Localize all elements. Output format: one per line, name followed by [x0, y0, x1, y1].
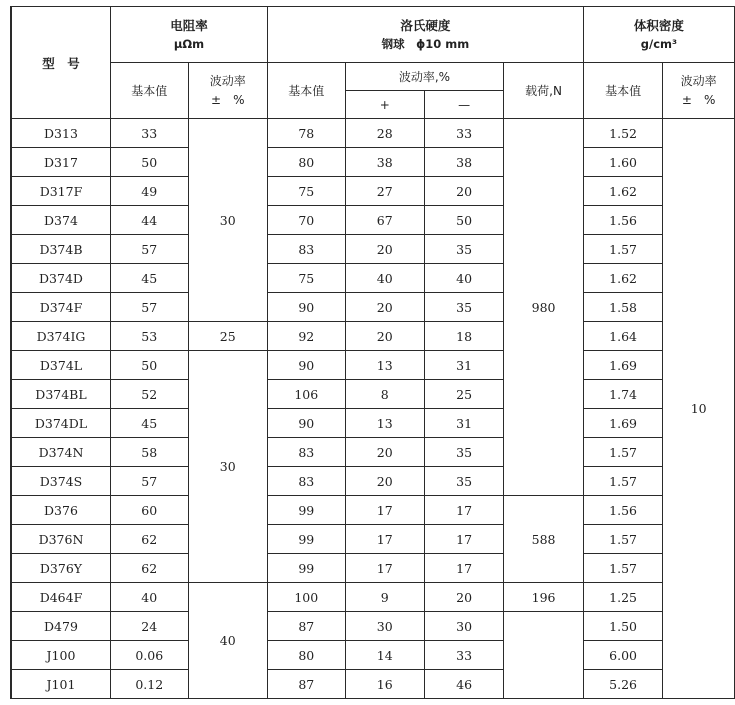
- hardness-minus-cell: 46: [424, 670, 503, 699]
- hardness-base-cell: 75: [268, 264, 346, 293]
- table-row: [11, 148, 735, 177]
- hardness-base-cell: 87: [268, 670, 346, 699]
- header-density-label: 体积密度: [633, 17, 684, 33]
- model-cell: D376Y: [11, 554, 110, 583]
- header-res-base: 基本值: [110, 63, 188, 119]
- hardness-plus-cell: 8: [345, 380, 424, 409]
- table-row: [11, 206, 735, 235]
- header-resistivity: [110, 7, 267, 63]
- hardness-minus-cell: 35: [424, 235, 503, 264]
- density-base-cell: 1.60: [583, 148, 663, 177]
- hardness-minus-cell: 17: [424, 496, 503, 525]
- resistivity-base-cell: 0.06: [110, 641, 188, 670]
- density-base-cell: 1.62: [583, 264, 663, 293]
- resistivity-base-cell: 52: [110, 380, 188, 409]
- hardness-plus-cell: 17: [345, 496, 424, 525]
- model-cell: D374F: [11, 293, 110, 322]
- hardness-minus-cell: 20: [424, 583, 503, 612]
- resistivity-base-cell: 33: [110, 119, 188, 148]
- density-base-cell: 1.57: [583, 438, 663, 467]
- hardness-base-cell: 92: [268, 322, 346, 351]
- model-cell: D374D: [11, 264, 110, 293]
- hardness-minus-cell: 50: [424, 206, 503, 235]
- density-base-cell: 1.52: [583, 119, 663, 148]
- density-base-cell: 1.58: [583, 293, 663, 322]
- resistivity-base-cell: 49: [110, 177, 188, 206]
- table-row: [11, 583, 735, 612]
- density-base-cell: 1.62: [583, 177, 663, 206]
- resistivity-base-cell: 57: [110, 467, 188, 496]
- header-hardness: [268, 7, 584, 63]
- hardness-plus-cell: 20: [345, 293, 424, 322]
- resistivity-fluct-cell: 30: [188, 351, 268, 583]
- header-hardness-sub: 钢球 ϕ10 mm: [381, 36, 470, 51]
- density-base-cell: 1.69: [583, 409, 663, 438]
- hardness-minus-cell: 31: [424, 351, 503, 380]
- hardness-base-cell: 83: [268, 438, 346, 467]
- density-fluct-cell: 10: [663, 119, 735, 699]
- resistivity-base-cell: 0.12: [110, 670, 188, 699]
- resistivity-base-cell: 24: [110, 612, 188, 641]
- hardness-plus-cell: 67: [345, 206, 424, 235]
- model-cell: D374IG: [11, 322, 110, 351]
- hardness-plus-cell: 38: [345, 148, 424, 177]
- hardness-base-cell: 78: [268, 119, 346, 148]
- table-row: [11, 554, 735, 583]
- hardness-base-cell: 83: [268, 467, 346, 496]
- model-cell: D313: [11, 119, 110, 148]
- table-row: [11, 641, 735, 670]
- hardness-minus-cell: 33: [424, 119, 503, 148]
- resistivity-base-cell: 40: [110, 583, 188, 612]
- resistivity-base-cell: 53: [110, 322, 188, 351]
- hardness-base-cell: 80: [268, 641, 346, 670]
- hardness-plus-cell: 40: [345, 264, 424, 293]
- hardness-plus-cell: 17: [345, 554, 424, 583]
- table-row: [11, 119, 735, 148]
- hardness-plus-cell: 28: [345, 119, 424, 148]
- table-row: [11, 409, 735, 438]
- hardness-plus-cell: 14: [345, 641, 424, 670]
- resistivity-base-cell: 58: [110, 438, 188, 467]
- model-cell: D376N: [11, 525, 110, 554]
- resistivity-base-cell: 60: [110, 496, 188, 525]
- resistivity-base-cell: 62: [110, 525, 188, 554]
- hardness-plus-cell: 30: [345, 612, 424, 641]
- load-cell: 196: [504, 583, 584, 612]
- table-row: [11, 351, 735, 380]
- header-hardness-label: 洛氏硬度: [400, 17, 451, 33]
- table-row: [11, 264, 735, 293]
- hardness-minus-cell: 35: [424, 438, 503, 467]
- model-cell: D374BL: [11, 380, 110, 409]
- header-minus: —: [424, 91, 503, 119]
- properties-table: [10, 6, 735, 699]
- resistivity-base-cell: 44: [110, 206, 188, 235]
- hardness-base-cell: 70: [268, 206, 346, 235]
- table-row: [11, 322, 735, 351]
- header-resistivity-unit: μΩm: [173, 36, 205, 51]
- hardness-minus-cell: 35: [424, 467, 503, 496]
- hardness-minus-cell: 20: [424, 177, 503, 206]
- model-cell: D464F: [11, 583, 110, 612]
- table-row: [11, 525, 735, 554]
- resistivity-base-cell: 50: [110, 351, 188, 380]
- table-row: [11, 438, 735, 467]
- hardness-base-cell: 75: [268, 177, 346, 206]
- header-dens-base: 基本值: [583, 63, 663, 119]
- resistivity-base-cell: 50: [110, 148, 188, 177]
- density-base-cell: 1.69: [583, 351, 663, 380]
- resistivity-base-cell: 57: [110, 293, 188, 322]
- density-base-cell: 1.57: [583, 235, 663, 264]
- hardness-minus-cell: 17: [424, 554, 503, 583]
- model-cell: D374N: [11, 438, 110, 467]
- hardness-plus-cell: 13: [345, 351, 424, 380]
- hardness-minus-cell: 25: [424, 380, 503, 409]
- density-base-cell: 1.64: [583, 322, 663, 351]
- resistivity-base-cell: 45: [110, 409, 188, 438]
- density-base-cell: 1.50: [583, 612, 663, 641]
- hardness-base-cell: 106: [268, 380, 346, 409]
- density-base-cell: 1.57: [583, 554, 663, 583]
- header-density: [583, 7, 734, 63]
- density-base-cell: 1.57: [583, 525, 663, 554]
- hardness-minus-cell: 18: [424, 322, 503, 351]
- density-base-cell: 1.74: [583, 380, 663, 409]
- resistivity-base-cell: 45: [110, 264, 188, 293]
- table-row: [11, 177, 735, 206]
- model-cell: D317F: [11, 177, 110, 206]
- model-cell: J100: [11, 641, 110, 670]
- model-cell: D317: [11, 148, 110, 177]
- hardness-plus-cell: 16: [345, 670, 424, 699]
- header-density-unit: g/cm³: [640, 36, 678, 51]
- model-cell: D374DL: [11, 409, 110, 438]
- resistivity-base-cell: 62: [110, 554, 188, 583]
- header-res-fluct-label: 波动率: [209, 73, 246, 88]
- hardness-base-cell: 90: [268, 293, 346, 322]
- load-cell: [504, 612, 584, 699]
- hardness-base-cell: 90: [268, 409, 346, 438]
- header-resistivity-label: 电阻率: [170, 17, 208, 33]
- hardness-base-cell: 83: [268, 235, 346, 264]
- header-hard-fluct: 波动率,%: [345, 63, 504, 91]
- table-row: [11, 380, 735, 409]
- model-cell: D376: [11, 496, 110, 525]
- table-row: [11, 467, 735, 496]
- table-row: [11, 293, 735, 322]
- hardness-plus-cell: 20: [345, 438, 424, 467]
- hardness-minus-cell: 31: [424, 409, 503, 438]
- table-row: [11, 612, 735, 641]
- resistivity-fluct-cell: 40: [188, 583, 268, 699]
- table-row: [11, 496, 735, 525]
- hardness-plus-cell: 9: [345, 583, 424, 612]
- header-dens-fluct-pm: ± %: [681, 92, 716, 107]
- hardness-base-cell: 100: [268, 583, 346, 612]
- model-cell: J101: [11, 670, 110, 699]
- density-base-cell: 1.56: [583, 496, 663, 525]
- density-base-cell: 1.57: [583, 467, 663, 496]
- model-cell: D374S: [11, 467, 110, 496]
- header-plus: +: [345, 91, 424, 119]
- hardness-base-cell: 90: [268, 351, 346, 380]
- load-cell: 980: [504, 119, 584, 496]
- hardness-base-cell: 99: [268, 496, 346, 525]
- load-cell: 588: [504, 496, 584, 583]
- resistivity-base-cell: 57: [110, 235, 188, 264]
- model-cell: D374: [11, 206, 110, 235]
- header-model: 型 号: [11, 7, 110, 119]
- hardness-minus-cell: 38: [424, 148, 503, 177]
- header-res-fluct: [188, 63, 268, 119]
- density-base-cell: 1.56: [583, 206, 663, 235]
- table-row: [11, 670, 735, 699]
- hardness-plus-cell: 27: [345, 177, 424, 206]
- hardness-plus-cell: 20: [345, 467, 424, 496]
- header-dens-fluct-label: 波动率: [680, 73, 717, 88]
- model-cell: D479: [11, 612, 110, 641]
- model-cell: D374L: [11, 351, 110, 380]
- hardness-base-cell: 87: [268, 612, 346, 641]
- density-base-cell: 1.25: [583, 583, 663, 612]
- hardness-base-cell: 80: [268, 148, 346, 177]
- model-cell: D374B: [11, 235, 110, 264]
- hardness-plus-cell: 17: [345, 525, 424, 554]
- hardness-minus-cell: 35: [424, 293, 503, 322]
- hardness-plus-cell: 13: [345, 409, 424, 438]
- hardness-minus-cell: 30: [424, 612, 503, 641]
- table-row: [11, 235, 735, 264]
- resistivity-fluct-cell: 25: [188, 322, 268, 351]
- hardness-base-cell: 99: [268, 525, 346, 554]
- density-base-cell: 6.00: [583, 641, 663, 670]
- header-hard-base: 基本值: [268, 63, 346, 119]
- hardness-minus-cell: 40: [424, 264, 503, 293]
- hardness-minus-cell: 17: [424, 525, 503, 554]
- header-res-fluct-pm: ± %: [211, 92, 245, 107]
- hardness-base-cell: 99: [268, 554, 346, 583]
- header-load: 载荷,N: [504, 63, 584, 119]
- hardness-minus-cell: 33: [424, 641, 503, 670]
- density-base-cell: 5.26: [583, 670, 663, 699]
- resistivity-fluct-cell: 30: [188, 119, 268, 322]
- header-dens-fluct: [663, 63, 735, 119]
- hardness-plus-cell: 20: [345, 235, 424, 264]
- hardness-plus-cell: 20: [345, 322, 424, 351]
